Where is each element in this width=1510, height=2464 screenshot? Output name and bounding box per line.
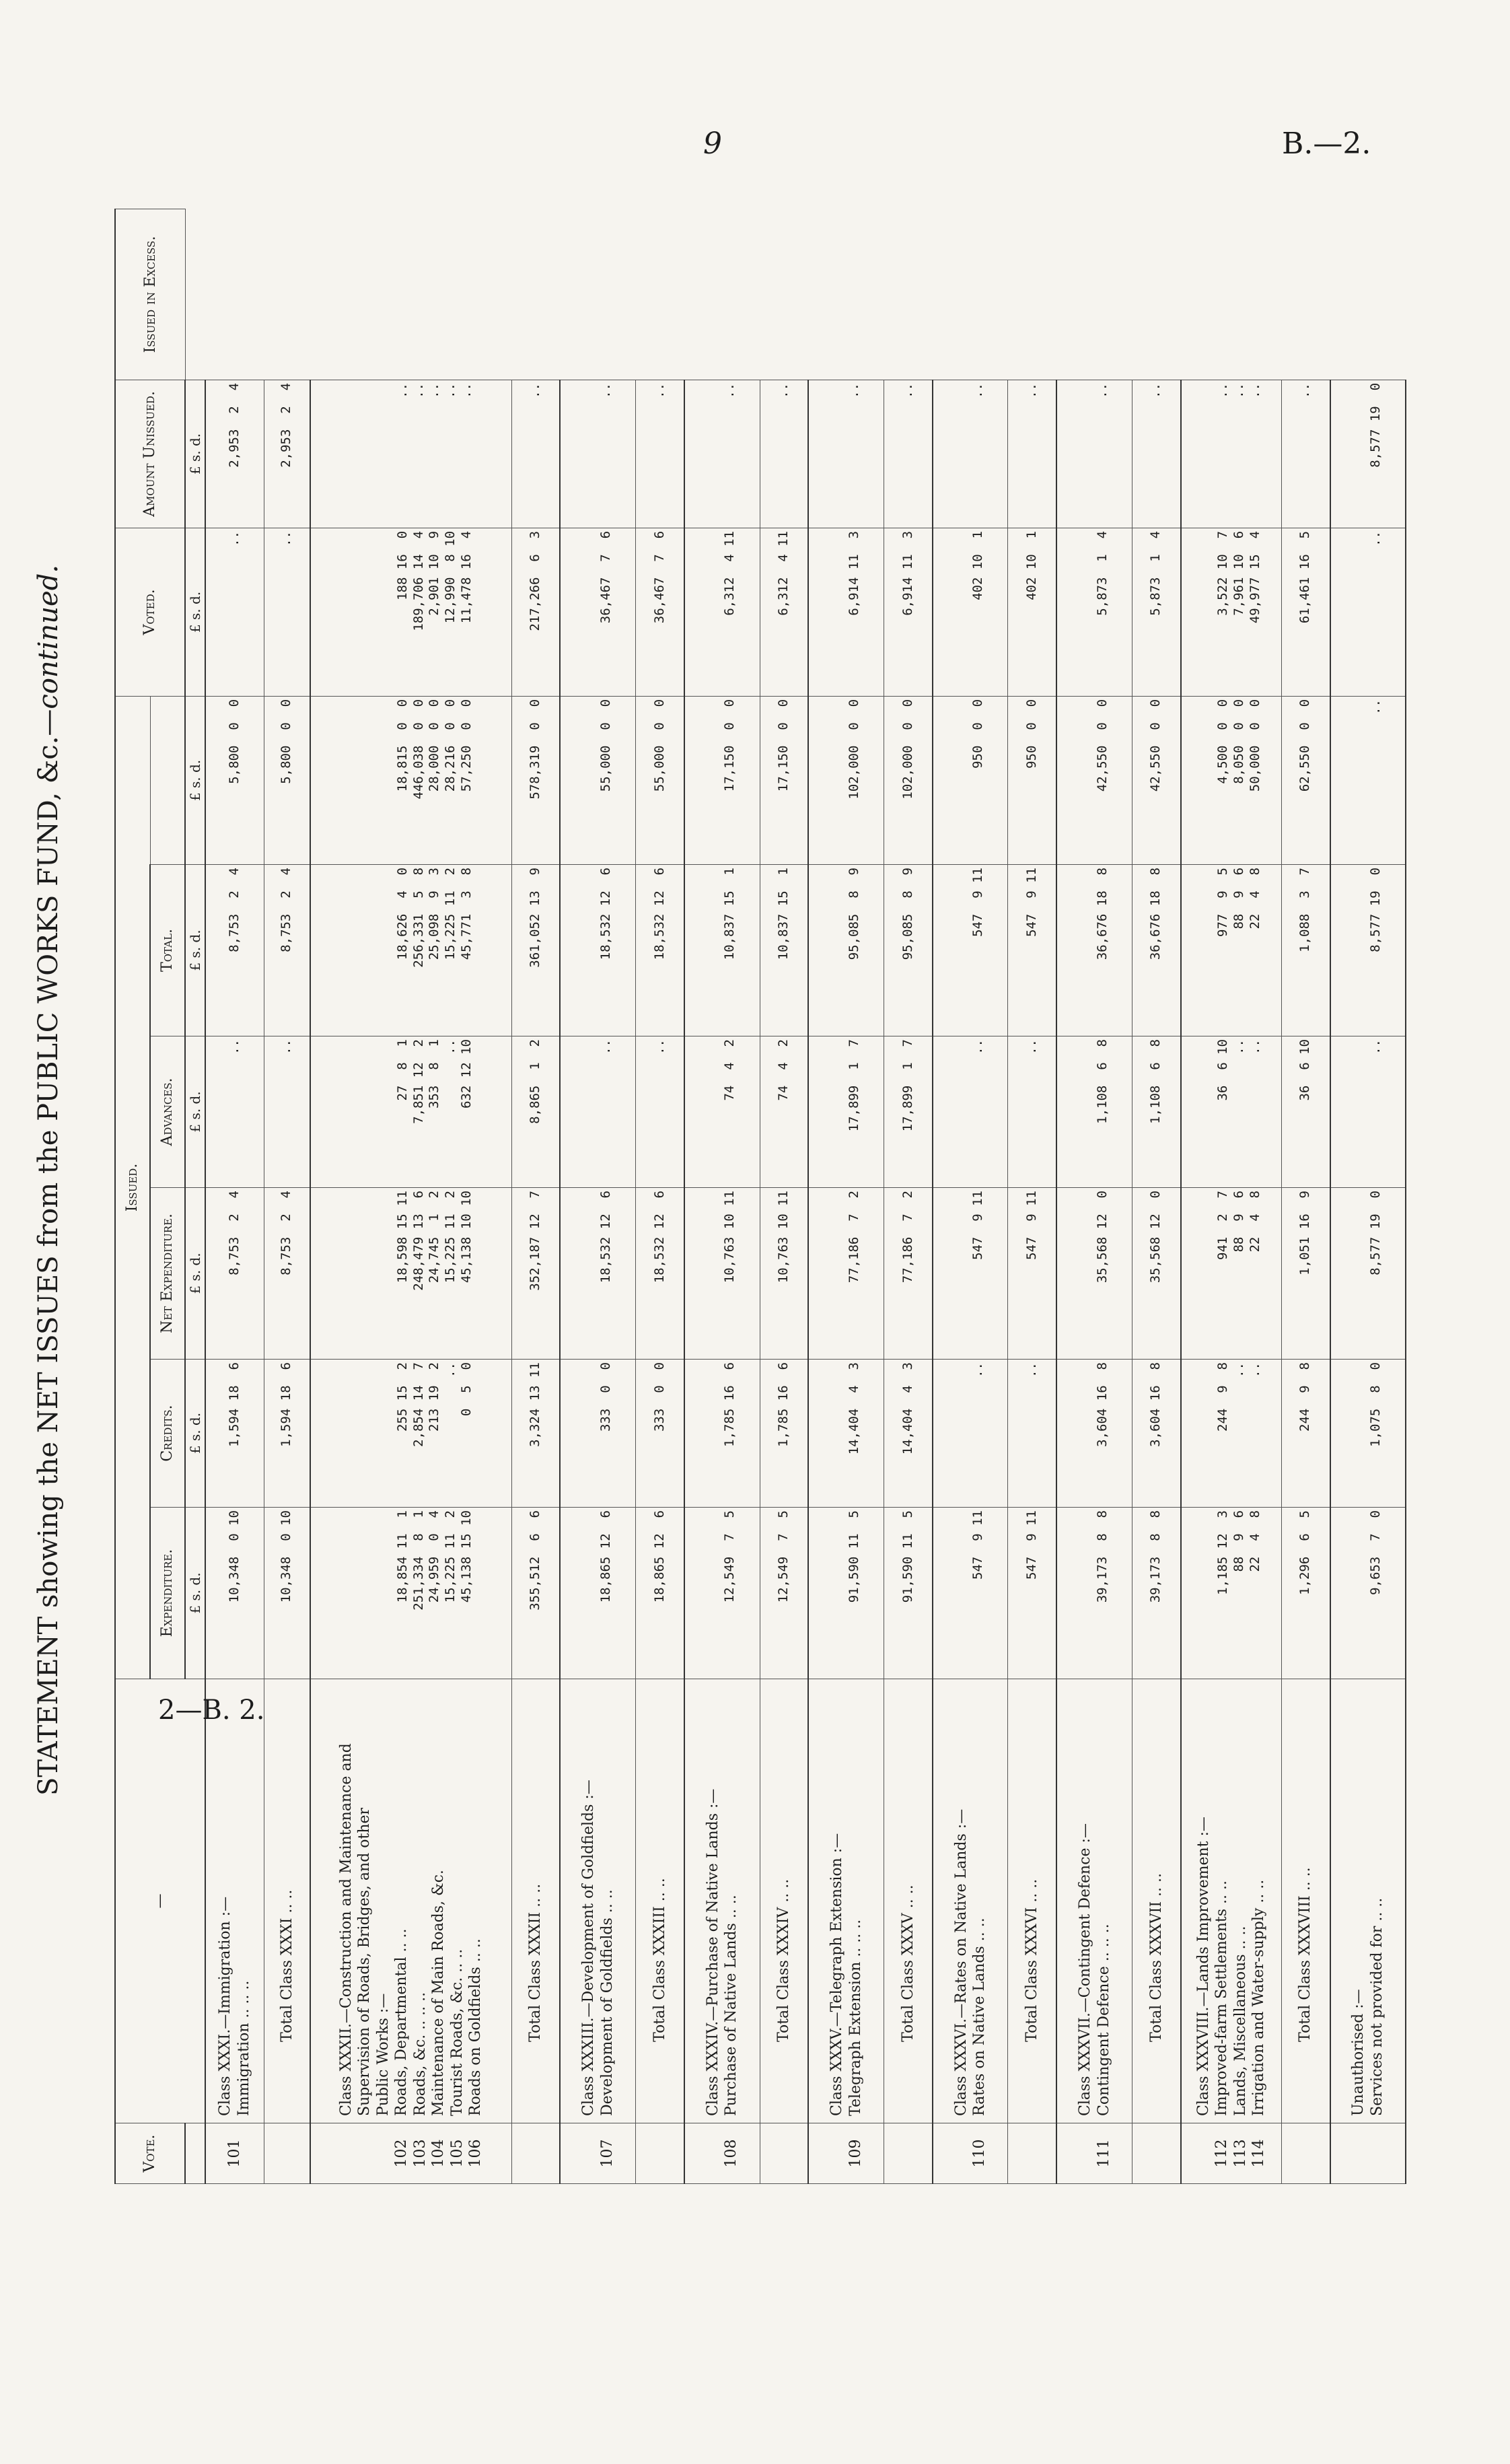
description-cell: Total Class XXXV .. .. (884, 1679, 932, 2123)
page-number: 9 (703, 127, 722, 161)
total-cell: 18,532 12 6 (560, 865, 635, 1036)
total-cell: 8,577 19 0 (1330, 865, 1406, 1036)
issued-in-excess-cell: 2,953 2 4 (264, 380, 310, 528)
credits-cell: .. (1008, 1360, 1056, 1508)
net-expenditure-cell: 10,763 10 11 (684, 1188, 760, 1360)
voted-cell: 5,800 0 0 (264, 696, 310, 864)
advances-cell: 1,108 6 8 (1132, 1036, 1180, 1188)
description-cell: Class XXXV.—Telegraph Extension :— Telegraph Extension .. .. .. (808, 1679, 884, 2123)
amount-unissued-cell: 61,461 16 5 (1281, 528, 1330, 696)
vote-cell: 112 113 114 (1181, 2123, 1282, 2184)
issued-in-excess-cell: .. (560, 380, 635, 528)
issued-in-excess-cell: .. (684, 380, 760, 528)
net-expenditure-cell: 10,763 10 11 (760, 1188, 808, 1360)
description-cell: Class XXXIV.—Purchase of Native Lands :— Purchase of Native Lands .. .. (684, 1679, 760, 2123)
description-cell: Total Class XXXIII .. .. (636, 1679, 684, 2123)
vote-cell: 111 (1056, 2123, 1132, 2184)
total-cell: 10,837 15 1 (684, 865, 760, 1036)
amount-unissued-cell: .. (1330, 528, 1406, 696)
class-row (933, 209, 1008, 2184)
class-row (684, 209, 760, 2184)
description-cell: Total Class XXXVI .. .. (1008, 1679, 1056, 2123)
net-issues-table (114, 209, 1406, 2184)
net-expenditure-cell: 18,598 15 11 248,479 13 6 24,745 1 2 15,225 11 2 45,138 10 10 (310, 1188, 511, 1360)
units-label: £ s. d. (185, 696, 205, 864)
advances-cell: .. (1330, 1036, 1406, 1188)
credits-cell: 255 15 2 2,854 14 7 213 19 2 .. 0 5 0 (310, 1360, 511, 1508)
total-cell: 18,626 4 0 256,331 5 8 25,098 9 3 15,225 11 2 45,771 3 8 (310, 865, 511, 1036)
class-row (310, 209, 511, 2184)
amount-unissued-cell: 188 16 0 189,706 14 4 2,901 10 9 12,990 8 10 11,478 16 4 (310, 528, 511, 696)
vote-cell: 110 (933, 2123, 1008, 2184)
credits-header: Credits. (150, 1360, 185, 1508)
total-cell: 95,085 8 9 (808, 865, 884, 1036)
voted-cell: 17,150 0 0 (684, 696, 760, 864)
description-cell: Unauthorised :— Services not provided for .. .. (1330, 1679, 1406, 2123)
advances-cell: 27 8 1 7,851 12 2 353 8 1 .. 632 12 10 (310, 1036, 511, 1188)
issued-in-excess-cell: .. (884, 380, 932, 528)
total-row (636, 209, 684, 2184)
total-header: Total. (150, 865, 185, 1036)
expenditure-cell: 547 9 11 (1008, 1508, 1056, 1679)
advances-cell: .. (205, 1036, 264, 1188)
total-cell: 95,085 8 9 (884, 865, 932, 1036)
vote-cell (760, 2123, 808, 2184)
total-row (1132, 209, 1180, 2184)
advances-cell: 36 6 10 .. .. (1181, 1036, 1282, 1188)
expenditure-cell: 18,854 11 1 251,334 8 1 24,959 0 4 15,225 11 2 45,138 15 10 (310, 1508, 511, 1679)
total-cell: 36,676 18 8 (1132, 865, 1180, 1036)
total-row (264, 209, 310, 2184)
voted-cell: 578,319 0 0 (511, 696, 560, 864)
voted-cell: 42,550 0 0 (1132, 696, 1180, 864)
issued-in-excess-cell: .. (1132, 380, 1180, 528)
credits-cell: .. (933, 1360, 1008, 1508)
issued-in-excess-cell: .. (636, 380, 684, 528)
total-row (511, 209, 560, 2184)
credits-cell: 14,404 4 3 (808, 1360, 884, 1508)
voted-header: Voted. (115, 528, 185, 696)
units-label: £ s. d. (185, 865, 205, 1036)
net-expenditure-cell: 547 9 11 (1008, 1188, 1056, 1360)
units-label: £ s. d. (185, 1508, 205, 1679)
net-expenditure-cell: 35,568 12 0 (1132, 1188, 1180, 1360)
amount-unissued-cell: 6,312 4 11 (684, 528, 760, 696)
total-cell: 361,052 13 9 (511, 865, 560, 1036)
voted-cell: 42,550 0 0 (1056, 696, 1132, 864)
net-expenditure-cell: 8,753 2 4 (205, 1188, 264, 1360)
voted-cell: 55,000 0 0 (636, 696, 684, 864)
vote-cell (1008, 2123, 1056, 2184)
expenditure-cell: 91,590 11 5 (884, 1508, 932, 1679)
class-row (1056, 209, 1132, 2184)
class-row (205, 209, 264, 2184)
vote-cell (1132, 2123, 1180, 2184)
issued-header: Issued. (115, 696, 150, 1679)
vote-cell: 109 (808, 2123, 884, 2184)
credits-cell: 333 0 0 (636, 1360, 684, 1508)
title-main: STATEMENT showing the NET ISSUES from the PUBLIC WORKS FUND, &c.— (33, 709, 64, 1796)
description-cell: Total Class XXXVII .. .. (1132, 1679, 1180, 2123)
amount-unissued-cell: 5,873 1 4 (1132, 528, 1180, 696)
total-row (1281, 209, 1330, 2184)
advances-cell: .. (933, 1036, 1008, 1188)
amount-unissued-header: Amount Unissued. (115, 380, 185, 528)
title-continued: continued. (33, 564, 64, 709)
expenditure-cell: 39,173 8 8 (1132, 1508, 1180, 1679)
vote-cell (1330, 2123, 1406, 2184)
units-label: £ s. d. (185, 380, 205, 528)
voted-cell: 17,150 0 0 (760, 696, 808, 864)
description-cell: Class XXXVII.—Contingent Defence :— Contingent Defence .. .. .. (1056, 1679, 1132, 2123)
voted-cell: 102,000 0 0 (884, 696, 932, 864)
expenditure-cell: 547 9 11 (933, 1508, 1008, 1679)
description-cell: Class XXXVIII.—Lands Improvement :— Improved-farm Settlements .. .. Lands, Miscellaneous .. .. Irrigation and Water-supply .. .. (1181, 1679, 1282, 2123)
amount-unissued-cell: 6,914 11 3 (808, 528, 884, 696)
expenditure-cell: 1,185 12 3 88 9 6 22 4 8 (1181, 1508, 1282, 1679)
amount-unissued-cell: 36,467 7 6 (560, 528, 635, 696)
table-body (205, 209, 1406, 2184)
vote-cell: 108 (684, 2123, 760, 2184)
expenditure-cell: 355,512 6 6 (511, 1508, 560, 1679)
total-cell: 547 9 11 (933, 865, 1008, 1036)
net-expenditure-cell: 77,186 7 2 (884, 1188, 932, 1360)
vote-header: Vote. (115, 2123, 185, 2184)
credits-cell: 333 0 0 (560, 1360, 635, 1508)
advances-cell: .. (636, 1036, 684, 1188)
expenditure-cell: 1,296 6 5 (1281, 1508, 1330, 1679)
credits-cell: 1,594 18 6 (205, 1360, 264, 1508)
vote-units (185, 2123, 205, 2184)
net-expenditure-cell: 8,577 19 0 (1330, 1188, 1406, 1360)
amount-unissued-cell: 217,266 6 3 (511, 528, 560, 696)
description-cell: Total Class XXXI .. .. (264, 1679, 310, 2123)
description-cell: Total Class XXXVIII .. .. (1281, 1679, 1330, 2123)
credits-cell: 244 9 8 .. .. (1181, 1360, 1282, 1508)
expenditure-cell: 9,653 7 0 (1330, 1508, 1406, 1679)
description-header: — (115, 1679, 205, 2123)
vote-cell: 102 103 104 105 106 (310, 2123, 511, 2184)
net-expenditure-cell: 1,051 16 9 (1281, 1188, 1330, 1360)
class-row (808, 209, 884, 2184)
voted-cell: 55,000 0 0 (560, 696, 635, 864)
units-label: £ s. d. (185, 528, 205, 696)
net-expenditure-cell: 547 9 11 (933, 1188, 1008, 1360)
document-reference: B.—2. (1282, 127, 1371, 161)
voted-cell: 950 0 0 (1008, 696, 1056, 864)
expenditure-cell: 12,549 7 5 (760, 1508, 808, 1679)
expenditure-cell: 91,590 11 5 (808, 1508, 884, 1679)
class-row (1181, 209, 1282, 2184)
amount-unissued-cell: 402 10 1 (933, 528, 1008, 696)
vote-cell: 101 (205, 2123, 264, 2184)
total-row (1008, 209, 1056, 2184)
total-cell: 1,088 3 7 (1281, 865, 1330, 1036)
credits-cell: 3,604 16 8 (1056, 1360, 1132, 1508)
advances-cell: .. (560, 1036, 635, 1188)
credits-cell: 1,594 18 6 (264, 1360, 310, 1508)
net-expenditure-cell: 352,187 12 7 (511, 1188, 560, 1360)
vote-cell: 107 (560, 2123, 635, 2184)
voted-cell: 102,000 0 0 (808, 696, 884, 864)
statement-title (28, 564, 69, 1796)
net-expenditure-header: Net Expenditure. (150, 1188, 185, 1360)
vote-cell (636, 2123, 684, 2184)
expenditure-cell: 10,348 0 10 (205, 1508, 264, 1679)
credits-cell: 244 9 8 (1281, 1360, 1330, 1508)
issued-in-excess-cell: .. (808, 380, 884, 528)
description-cell: Total Class XXXII .. .. (511, 1679, 560, 2123)
advances-cell: 8,865 1 2 (511, 1036, 560, 1188)
amount-unissued-cell: 36,467 7 6 (636, 528, 684, 696)
credits-cell: 14,404 4 3 (884, 1360, 932, 1508)
vote-cell (511, 2123, 560, 2184)
issued-in-excess-cell: .. (1008, 380, 1056, 528)
credits-cell: 1,075 8 0 (1330, 1360, 1406, 1508)
advances-cell: .. (1008, 1036, 1056, 1188)
class-row (1330, 209, 1406, 2184)
advances-cell: 17,899 1 7 (808, 1036, 884, 1188)
issued-in-excess-cell: .. (933, 380, 1008, 528)
net-expenditure-cell: 18,532 12 6 (636, 1188, 684, 1360)
amount-unissued-cell: 6,312 4 11 (760, 528, 808, 696)
credits-cell: 3,324 13 11 (511, 1360, 560, 1508)
net-expenditure-cell: 18,532 12 6 (560, 1188, 635, 1360)
vote-cell (264, 2123, 310, 2184)
description-cell: Class XXXVI.—Rates on Native Lands :— Rates on Native Lands .. .. (933, 1679, 1008, 2123)
total-row (884, 209, 932, 2184)
voted-cell: 5,800 0 0 (205, 696, 264, 864)
issued-in-excess-cell: .. (760, 380, 808, 528)
units-label: £ s. d. (185, 1360, 205, 1508)
expenditure-cell: 18,865 12 6 (560, 1508, 635, 1679)
advances-header: Advances. (150, 1036, 185, 1188)
voted-cell: 18,815 0 0 446,038 0 0 28,000 0 0 28,216 0 0 57,250 0 0 (310, 696, 511, 864)
credits-cell: 3,604 16 8 (1132, 1360, 1180, 1508)
issued-in-excess-header: Issued in Excess. (115, 209, 185, 380)
expenditure-cell: 12,549 7 5 (684, 1508, 760, 1679)
footer-reference: 2—B. 2. (158, 1695, 265, 1726)
total-cell: 547 9 11 (1008, 865, 1056, 1036)
net-expenditure-cell: 35,568 12 0 (1056, 1188, 1132, 1360)
amount-unissued-cell: 402 10 1 (1008, 528, 1056, 696)
credits-cell: 1,785 16 6 (684, 1360, 760, 1508)
total-cell: 8,753 2 4 (264, 865, 310, 1036)
net-expenditure-cell: 941 2 7 88 9 6 22 4 8 (1181, 1188, 1282, 1360)
statement-table-container (114, 209, 1406, 2184)
net-expenditure-cell: 77,186 7 2 (808, 1188, 884, 1360)
voted-cell: 950 0 0 (933, 696, 1008, 864)
vote-cell (884, 2123, 932, 2184)
advances-cell: 36 6 10 (1281, 1036, 1330, 1188)
issued-in-excess-cell: 8,577 19 0 (1330, 380, 1406, 528)
expenditure-cell: 10,348 0 10 (264, 1508, 310, 1679)
total-cell: 977 9 5 88 9 6 22 4 8 (1181, 865, 1282, 1036)
voted-cell: 4,500 0 0 8,050 0 0 50,000 0 0 (1181, 696, 1282, 864)
total-cell: 18,532 12 6 (636, 865, 684, 1036)
issued-in-excess-cell: .. .. .. .. .. (310, 380, 511, 528)
total-cell: 36,676 18 8 (1056, 865, 1132, 1036)
credits-cell: 1,785 16 6 (760, 1360, 808, 1508)
amount-unissued-cell: 6,914 11 3 (884, 528, 932, 696)
issued-in-excess-cell: .. (511, 380, 560, 528)
vote-cell (1281, 2123, 1330, 2184)
advances-cell: 1,108 6 8 (1056, 1036, 1132, 1188)
advances-cell: 74 4 2 (684, 1036, 760, 1188)
total-row (760, 209, 808, 2184)
description-cell: Class XXXI.—Immigration :— Immigration .. .. .. (205, 1679, 264, 2123)
units-label: £ s. d. (185, 1036, 205, 1188)
expenditure-cell: 18,865 12 6 (636, 1508, 684, 1679)
description-cell: Class XXXIII.—Development of Goldfields :— Development of Goldfields .. .. (560, 1679, 635, 2123)
amount-unissued-cell: 3,522 10 7 7,961 10 6 49,977 15 4 (1181, 528, 1282, 696)
class-row (560, 209, 635, 2184)
expenditure-header: Expenditure. (150, 1508, 185, 1679)
net-expenditure-cell: 8,753 2 4 (264, 1188, 310, 1360)
issued-in-excess-cell: 2,953 2 4 (205, 380, 264, 528)
advances-cell: 17,899 1 7 (884, 1036, 932, 1188)
total-cell: 10,837 15 1 (760, 865, 808, 1036)
issued-in-excess-cell: .. (1281, 380, 1330, 528)
voted-cell: 62,550 0 0 (1281, 696, 1330, 864)
amount-unissued-cell: .. (264, 528, 310, 696)
units-label: £ s. d. (185, 1188, 205, 1360)
advances-cell: .. (264, 1036, 310, 1188)
amount-unissued-cell: .. (205, 528, 264, 696)
advances-cell: 74 4 2 (760, 1036, 808, 1188)
issued-in-excess-cell: .. (1056, 380, 1132, 528)
description-cell: Total Class XXXIV .. .. (760, 1679, 808, 2123)
expenditure-cell: 39,173 8 8 (1056, 1508, 1132, 1679)
description-cell: Class XXXII.—Construction and Maintenance and Supervision of Roads, Bridges, and other Public Works :— Roads, Departmental .. .. Roads, &c. .. .. .. Maintenance of Main Roads, &c. Tourist Roads, &c. .. .. Roads on Goldfields .. .. (310, 1679, 511, 2123)
issued-in-excess-cell: .. .. .. (1181, 380, 1282, 528)
voted-cell: .. (1330, 696, 1406, 864)
total-cell: 8,753 2 4 (205, 865, 264, 1036)
amount-unissued-cell: 5,873 1 4 (1056, 528, 1132, 696)
